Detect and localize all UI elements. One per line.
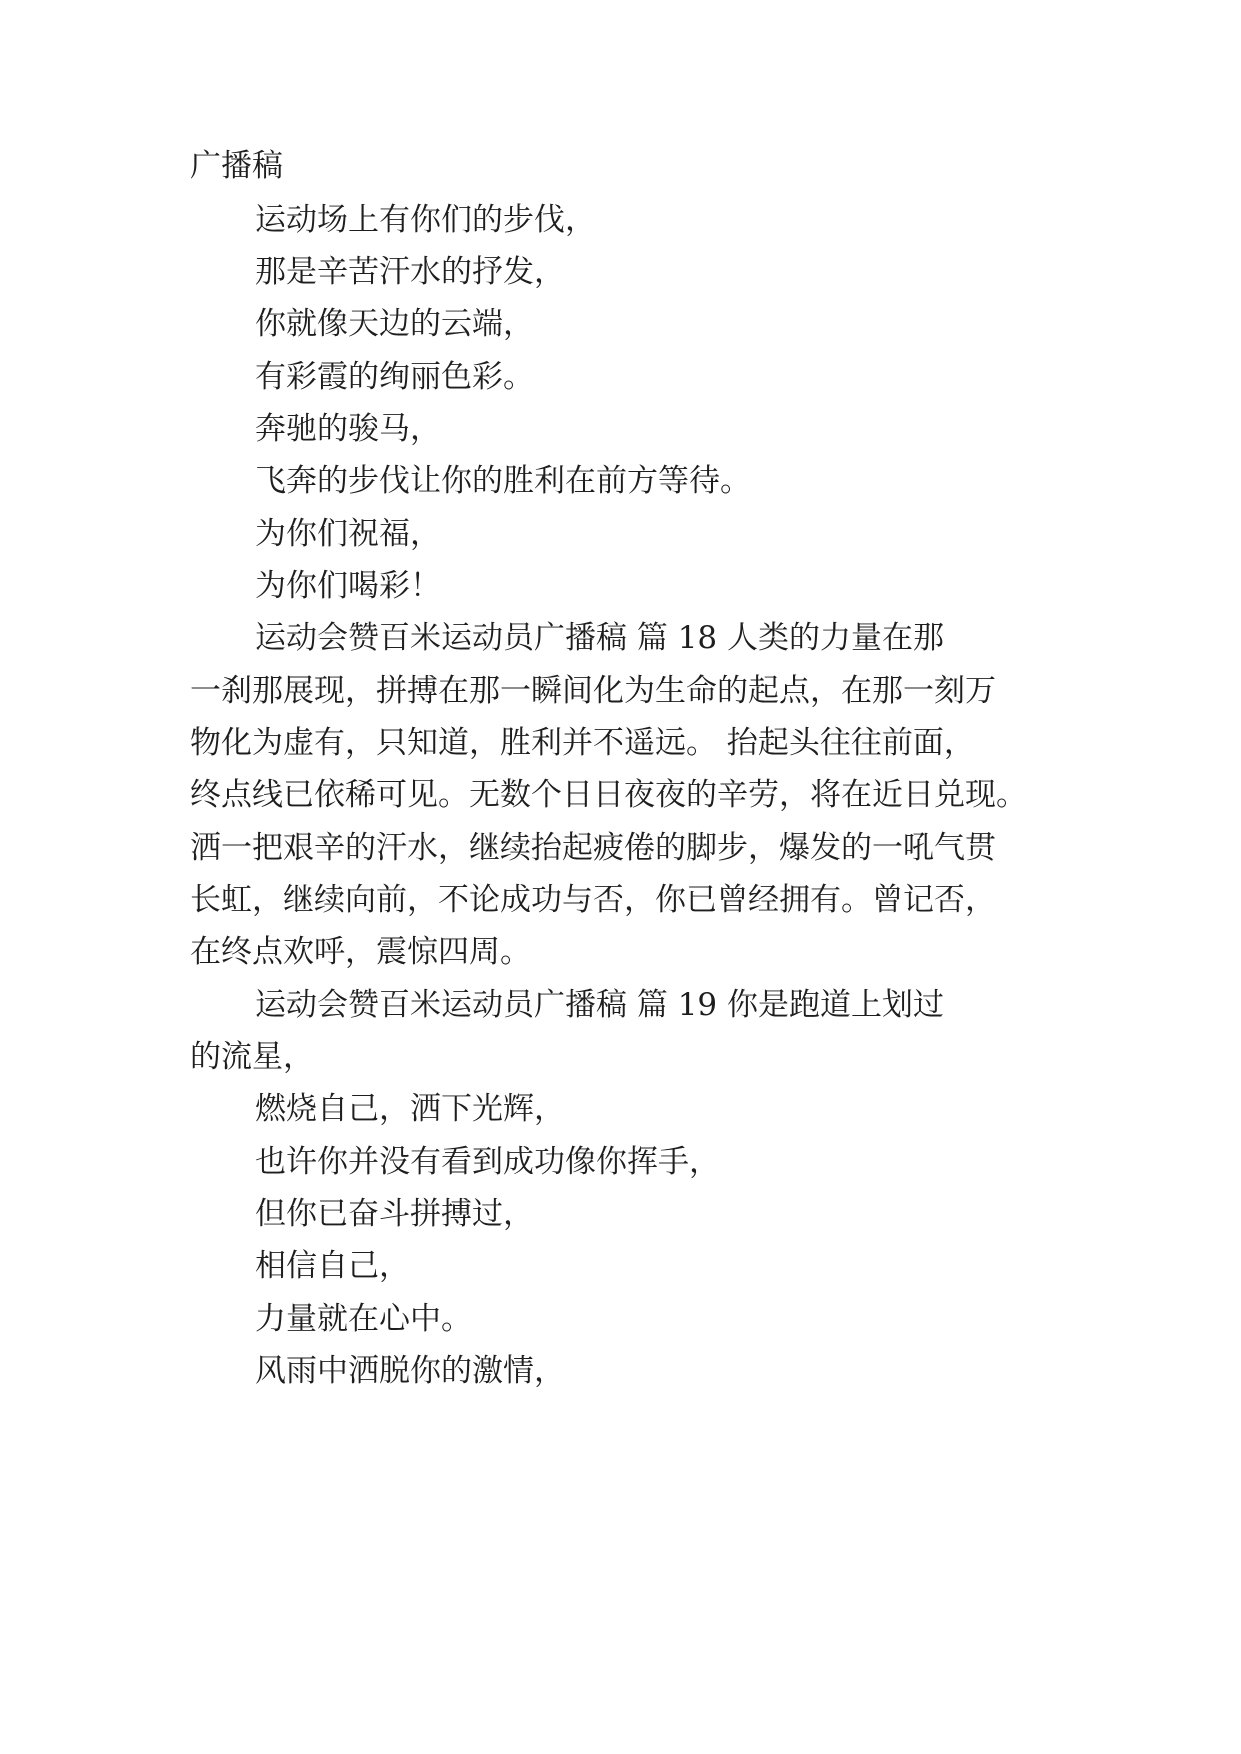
paragraph-line: 的流星， <box>190 1039 314 1075</box>
poem-line: 燃烧自己，洒下光辉， <box>255 1091 565 1127</box>
poem-line: 也许你并没有看到成功像你挥手， <box>255 1144 720 1180</box>
poem-line: 风雨中洒脱你的激情， <box>255 1353 565 1389</box>
section-19-first-line: 运动会赞百米运动员广播稿 篇 19 你是跑道上划过 <box>255 987 945 1023</box>
poem-line: 为你们祝福， <box>255 516 441 552</box>
poem-line: 那是辛苦汗水的抒发， <box>255 254 565 290</box>
poem-line: 相信自己， <box>255 1248 410 1284</box>
poem-line: 但你已奋斗拼搏过， <box>255 1196 534 1232</box>
paragraph-line: 在终点欢呼，震惊四周。 <box>190 934 531 970</box>
paragraph-line: 长虹，继续向前，不论成功与否，你已曾经拥有。曾记否， <box>190 882 996 918</box>
poem-line: 你就像天边的云端， <box>255 306 534 342</box>
paragraph-line: 洒一把艰辛的汗水，继续抬起疲倦的脚步，爆发的一吼气贯 <box>190 830 996 866</box>
poem-line: 力量就在心中。 <box>255 1301 472 1337</box>
section-18-first-line: 运动会赞百米运动员广播稿 篇 18 人类的力量在那 <box>255 620 945 656</box>
poem-line: 为你们喝彩！ <box>255 568 441 604</box>
heading-broadcast-script: 广播稿 <box>190 148 283 184</box>
paragraph-line: 物化为虚有，只知道，胜利并不遥远。 抬起头往往前面， <box>190 725 975 761</box>
paragraph-line: 一刹那展现，拼搏在那一瞬间化为生命的起点，在那一刻万 <box>190 673 996 709</box>
paragraph-line: 终点线已依稀可见。无数个日日夜夜的辛劳，将在近日兑现。 <box>190 777 1027 813</box>
poem-line: 奔驰的骏马， <box>255 411 441 447</box>
poem-line: 飞奔的步伐让你的胜利在前方等待。 <box>255 463 751 499</box>
poem-line: 运动场上有你们的步伐， <box>255 202 596 238</box>
poem-line: 有彩霞的绚丽色彩。 <box>255 359 534 395</box>
